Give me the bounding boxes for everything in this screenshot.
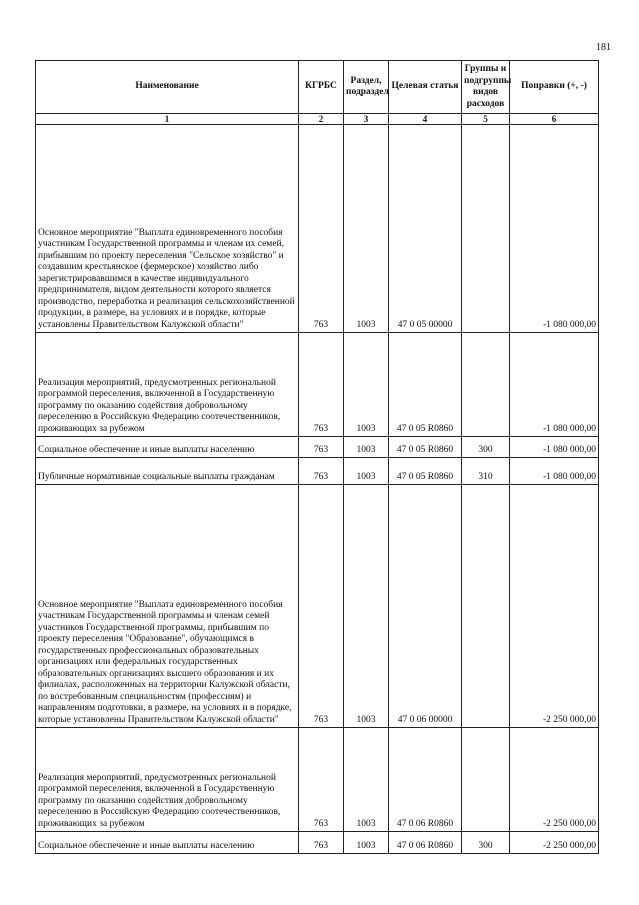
row-amount: -1 080 000,00	[510, 437, 599, 458]
row-group	[462, 485, 510, 728]
table-row	[36, 333, 599, 437]
row-group: 310	[462, 458, 510, 485]
budget-table	[35, 60, 599, 854]
row-kgrbs: 763	[299, 437, 344, 458]
header-row	[36, 61, 599, 114]
row-amount: -1 080 000,00	[510, 125, 599, 333]
column-number: 6	[510, 114, 599, 125]
row-kgrbs: 763	[299, 458, 344, 485]
row-target: 47 0 06 R0860	[389, 832, 462, 854]
row-target: 47 0 05 R0860	[389, 458, 462, 485]
row-name: Социальное обеспечение и иные выплаты населению	[36, 832, 299, 854]
row-section: 1003	[344, 333, 389, 437]
table-row	[36, 458, 599, 485]
table-row	[36, 832, 599, 854]
column-number: 2	[299, 114, 344, 125]
row-section: 1003	[344, 437, 389, 458]
row-group: 300	[462, 832, 510, 854]
header-group: Группы и подгруппы видов расходов	[462, 61, 510, 114]
row-target: 47 0 06 R0860	[389, 728, 462, 832]
row-section: 1003	[344, 485, 389, 728]
row-group	[462, 728, 510, 832]
header-section: Раздел, подраздел	[344, 61, 389, 114]
column-number: 1	[36, 114, 299, 125]
row-name: Социальное обеспечение и иные выплаты населению	[36, 437, 299, 458]
row-target: 47 0 05 R0860	[389, 437, 462, 458]
row-kgrbs: 763	[299, 333, 344, 437]
header-target: Целевая статья	[389, 61, 462, 114]
table-row	[36, 437, 599, 458]
row-name: Основное мероприятие "Выплата единовременного пособия участникам Государственной программы и членам семей участников Государственной программы, прибывшим по проекту переселения "Образование", обучающимся в государственных профессиональных образовательных организациях или федеральных государственных образовательных организациях высшего образования и их филиалах, расположенных на территории Калужской области, по востребованным специальностям (профессиям) и направлениям подготовки, в размере, на условиях и в порядке, которые установлены Правительством Калужской области"	[36, 485, 299, 728]
row-amount: -2 250 000,00	[510, 728, 599, 832]
row-target: 47 0 05 R0860	[389, 333, 462, 437]
row-kgrbs: 763	[299, 728, 344, 832]
row-target: 47 0 06 00000	[389, 485, 462, 728]
row-section: 1003	[344, 832, 389, 854]
row-amount: -2 250 000,00	[510, 485, 599, 728]
row-section: 1003	[344, 125, 389, 333]
row-group	[462, 125, 510, 333]
row-group: 300	[462, 437, 510, 458]
row-kgrbs: 763	[299, 125, 344, 333]
table-row	[36, 125, 599, 333]
row-name: Основное мероприятие "Выплата единовременного пособия участникам Государственной программы и членам их семей, прибывшим по проекту переселения "Сельское хозяйство" и создавшим крестьянское (фермерское) хозяйство либо зарегистрировавшимся в качестве индивидуального предпринимателя, видом деятельности которого является производство, переработка и реализация сельскохозяйственной продукции, в размере, на условиях и в порядке, которые установлены Правительством Калужской области"	[36, 125, 299, 333]
row-section: 1003	[344, 458, 389, 485]
row-name: Публичные нормативные социальные выплаты гражданам	[36, 458, 299, 485]
column-number: 5	[462, 114, 510, 125]
table-row	[36, 728, 599, 832]
row-kgrbs: 763	[299, 832, 344, 854]
row-group	[462, 333, 510, 437]
row-section: 1003	[344, 728, 389, 832]
table-row	[36, 485, 599, 728]
header-amount: Поправки (+, -)	[510, 61, 599, 114]
column-number: 3	[344, 114, 389, 125]
row-amount: -1 080 000,00	[510, 333, 599, 437]
row-name: Реализация мероприятий, предусмотренных региональной программой переселения, включенной в Государственную программу по оказанию содействия добровольному переселению в Российскую Федерацию соотечественников, проживающих за рубежом	[36, 728, 299, 832]
column-number: 4	[389, 114, 462, 125]
row-amount: -1 080 000,00	[510, 458, 599, 485]
page-number: 181	[596, 42, 611, 53]
column-number-row	[36, 114, 599, 125]
header-kgrbs: КГРБС	[299, 61, 344, 114]
row-amount: -2 250 000,00	[510, 832, 599, 854]
row-kgrbs: 763	[299, 485, 344, 728]
row-target: 47 0 05 00000	[389, 125, 462, 333]
header-name: Наименование	[36, 61, 299, 114]
row-name: Реализация мероприятий, предусмотренных региональной программой переселения, включенной в Государственную программу по оказанию содействия добровольному переселению в Российскую Федерацию соотечественников, проживающих за рубежом	[36, 333, 299, 437]
